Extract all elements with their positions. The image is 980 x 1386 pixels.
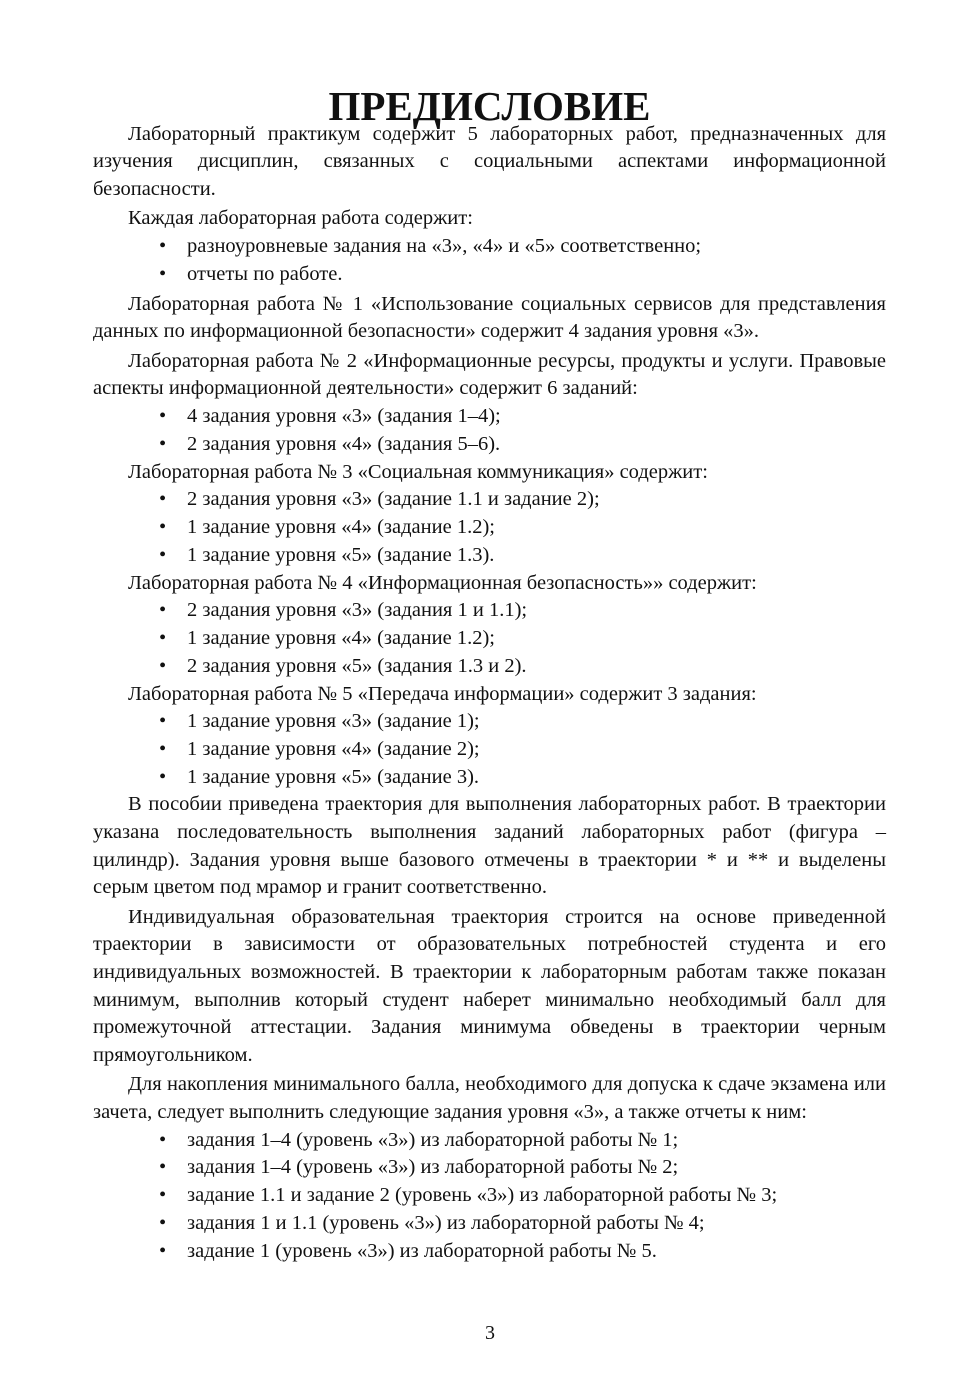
- bullet-icon: •: [159, 488, 167, 511]
- bullet-icon: •: [159, 1184, 167, 1207]
- list-item: • 1 задание уровня «4» (задание 1.2);: [155, 625, 886, 653]
- lab4-list: [93, 597, 886, 680]
- each-lab-list: [93, 233, 886, 289]
- bullet-icon: •: [159, 404, 167, 427]
- lab1-paragraph: Лабораторная работа № 1 «Использование социальных сервисов для представления данных по информационной безопасности» содержит 4 задания уровня «3».: [93, 292, 886, 343]
- lab3-paragraph: Лабораторная работа № 3 «Социальная коммуникация» содержит:: [128, 460, 708, 483]
- list-item: • отчеты по работе.: [155, 261, 886, 289]
- list-item: • 1 задание уровня «3» (задание 1);: [155, 708, 886, 736]
- bullet-icon: •: [159, 262, 167, 285]
- intro-paragraph: Лабораторный практикум содержит 5 лабораторных работ, предназначенных для изучения дисциплин, связанных с социальными аспектами информационной безопасности.: [93, 122, 886, 200]
- bullet-icon: •: [159, 234, 167, 257]
- list-item: • задания 1–4 (уровень «3») из лабораторной работы № 2;: [155, 1154, 886, 1182]
- list-item: • 1 задание уровня «5» (задание 1.3).: [155, 542, 886, 570]
- list-item: • 1 задание уровня «5» (задание 3).: [155, 764, 886, 792]
- lab5-list: [93, 708, 886, 791]
- list-item: • 1 задание уровня «4» (задание 1.2);: [155, 514, 886, 542]
- list-item: • задание 1.1 и задание 2 (уровень «3») из лабораторной работы № 3;: [155, 1182, 886, 1210]
- lab4-paragraph: Лабораторная работа № 4 «Информационная безопасность»» содержит:: [128, 571, 757, 594]
- minimum-list: [93, 1127, 886, 1266]
- bullet-icon: •: [159, 543, 167, 566]
- page-title: ПРЕДИСЛОВИЕ: [328, 83, 651, 129]
- bullet-icon: •: [159, 737, 167, 760]
- bullet-icon: •: [159, 1212, 167, 1234]
- lab3-list: [93, 486, 886, 569]
- page-number: 3: [485, 1322, 495, 1344]
- bullet-icon: •: [159, 1239, 167, 1262]
- list-item: • 2 задания уровня «3» (задания 1 и 1.1);: [155, 597, 886, 625]
- list-item: • разноуровневые задания на «3», «4» и «5» соответственно;: [155, 233, 886, 261]
- lab5-paragraph: Лабораторная работа № 5 «Передача информации» содержит 3 задания:: [128, 682, 757, 705]
- bullet-icon: •: [159, 765, 167, 788]
- list-item: • 2 задания уровня «3» (задание 1.1 и задание 2);: [155, 486, 886, 514]
- bullet-icon: •: [159, 599, 167, 622]
- list-item: • задания 1 и 1.1 (уровень «3») из лабораторной работы № 4;: [155, 1210, 886, 1238]
- trajectory-paragraph: В пособии приведена траектория для выполнения лабораторных работ. В траектории указана последовательность выполнения заданий лабораторных работ (фигура – цилиндр). Задания уровня выше базового отмечены в траектории * и ** и выделены серым цветом под мрамор и гранит соответственно.: [93, 793, 886, 899]
- list-item: • 1 задание уровня «4» (задание 2);: [155, 736, 886, 764]
- list-item: • 2 задания уровня «4» (задания 5–6).: [155, 431, 886, 459]
- list-item: • задания 1–4 (уровень «3») из лабораторной работы № 1;: [155, 1127, 886, 1155]
- bullet-icon: •: [159, 432, 167, 455]
- list-item: • 4 задания уровня «3» (задания 1–4);: [155, 403, 886, 431]
- bullet-icon: •: [159, 1128, 167, 1151]
- bullet-icon: •: [159, 626, 167, 649]
- individual-paragraph: Индивидуальная образовательная траектория строится на основе приведенной траектории в зависимости от образовательных потребностей студента и его индивидуальных возможностей. В траектории к лабораторным работам также показан минимум, выполнив который студент наберет минимально необходимый балл для промежуточной аттестации. Задания минимума обведены в траектории черным прямоугольником.: [93, 905, 886, 1066]
- each-lab-intro: Каждая лабораторная работа содержит:: [128, 207, 473, 230]
- document-page: [93, 83, 886, 1266]
- lab2-list: [93, 403, 886, 459]
- list-item: • 2 задания уровня «5» (задания 1.3 и 2).: [155, 653, 886, 681]
- bullet-icon: •: [159, 710, 167, 733]
- lab2-paragraph: Лабораторная работа № 2 «Информационные ресурсы, продукты и услуги. Правовые аспекты информационной деятельности» содержит 6 заданий:: [93, 349, 886, 400]
- bullet-icon: •: [159, 654, 167, 677]
- bullet-icon: •: [159, 515, 167, 538]
- list-item: • задание 1 (уровень «3») из лабораторной работы № 5.: [155, 1238, 886, 1266]
- bullet-icon: •: [159, 1156, 167, 1179]
- minimum-paragraph: Для накопления минимального балла, необходимого для допуска к сдаче экзамена или зачета, следует выполнить следующие задания уровня «3», а также отчеты к ним:: [93, 1073, 886, 1124]
